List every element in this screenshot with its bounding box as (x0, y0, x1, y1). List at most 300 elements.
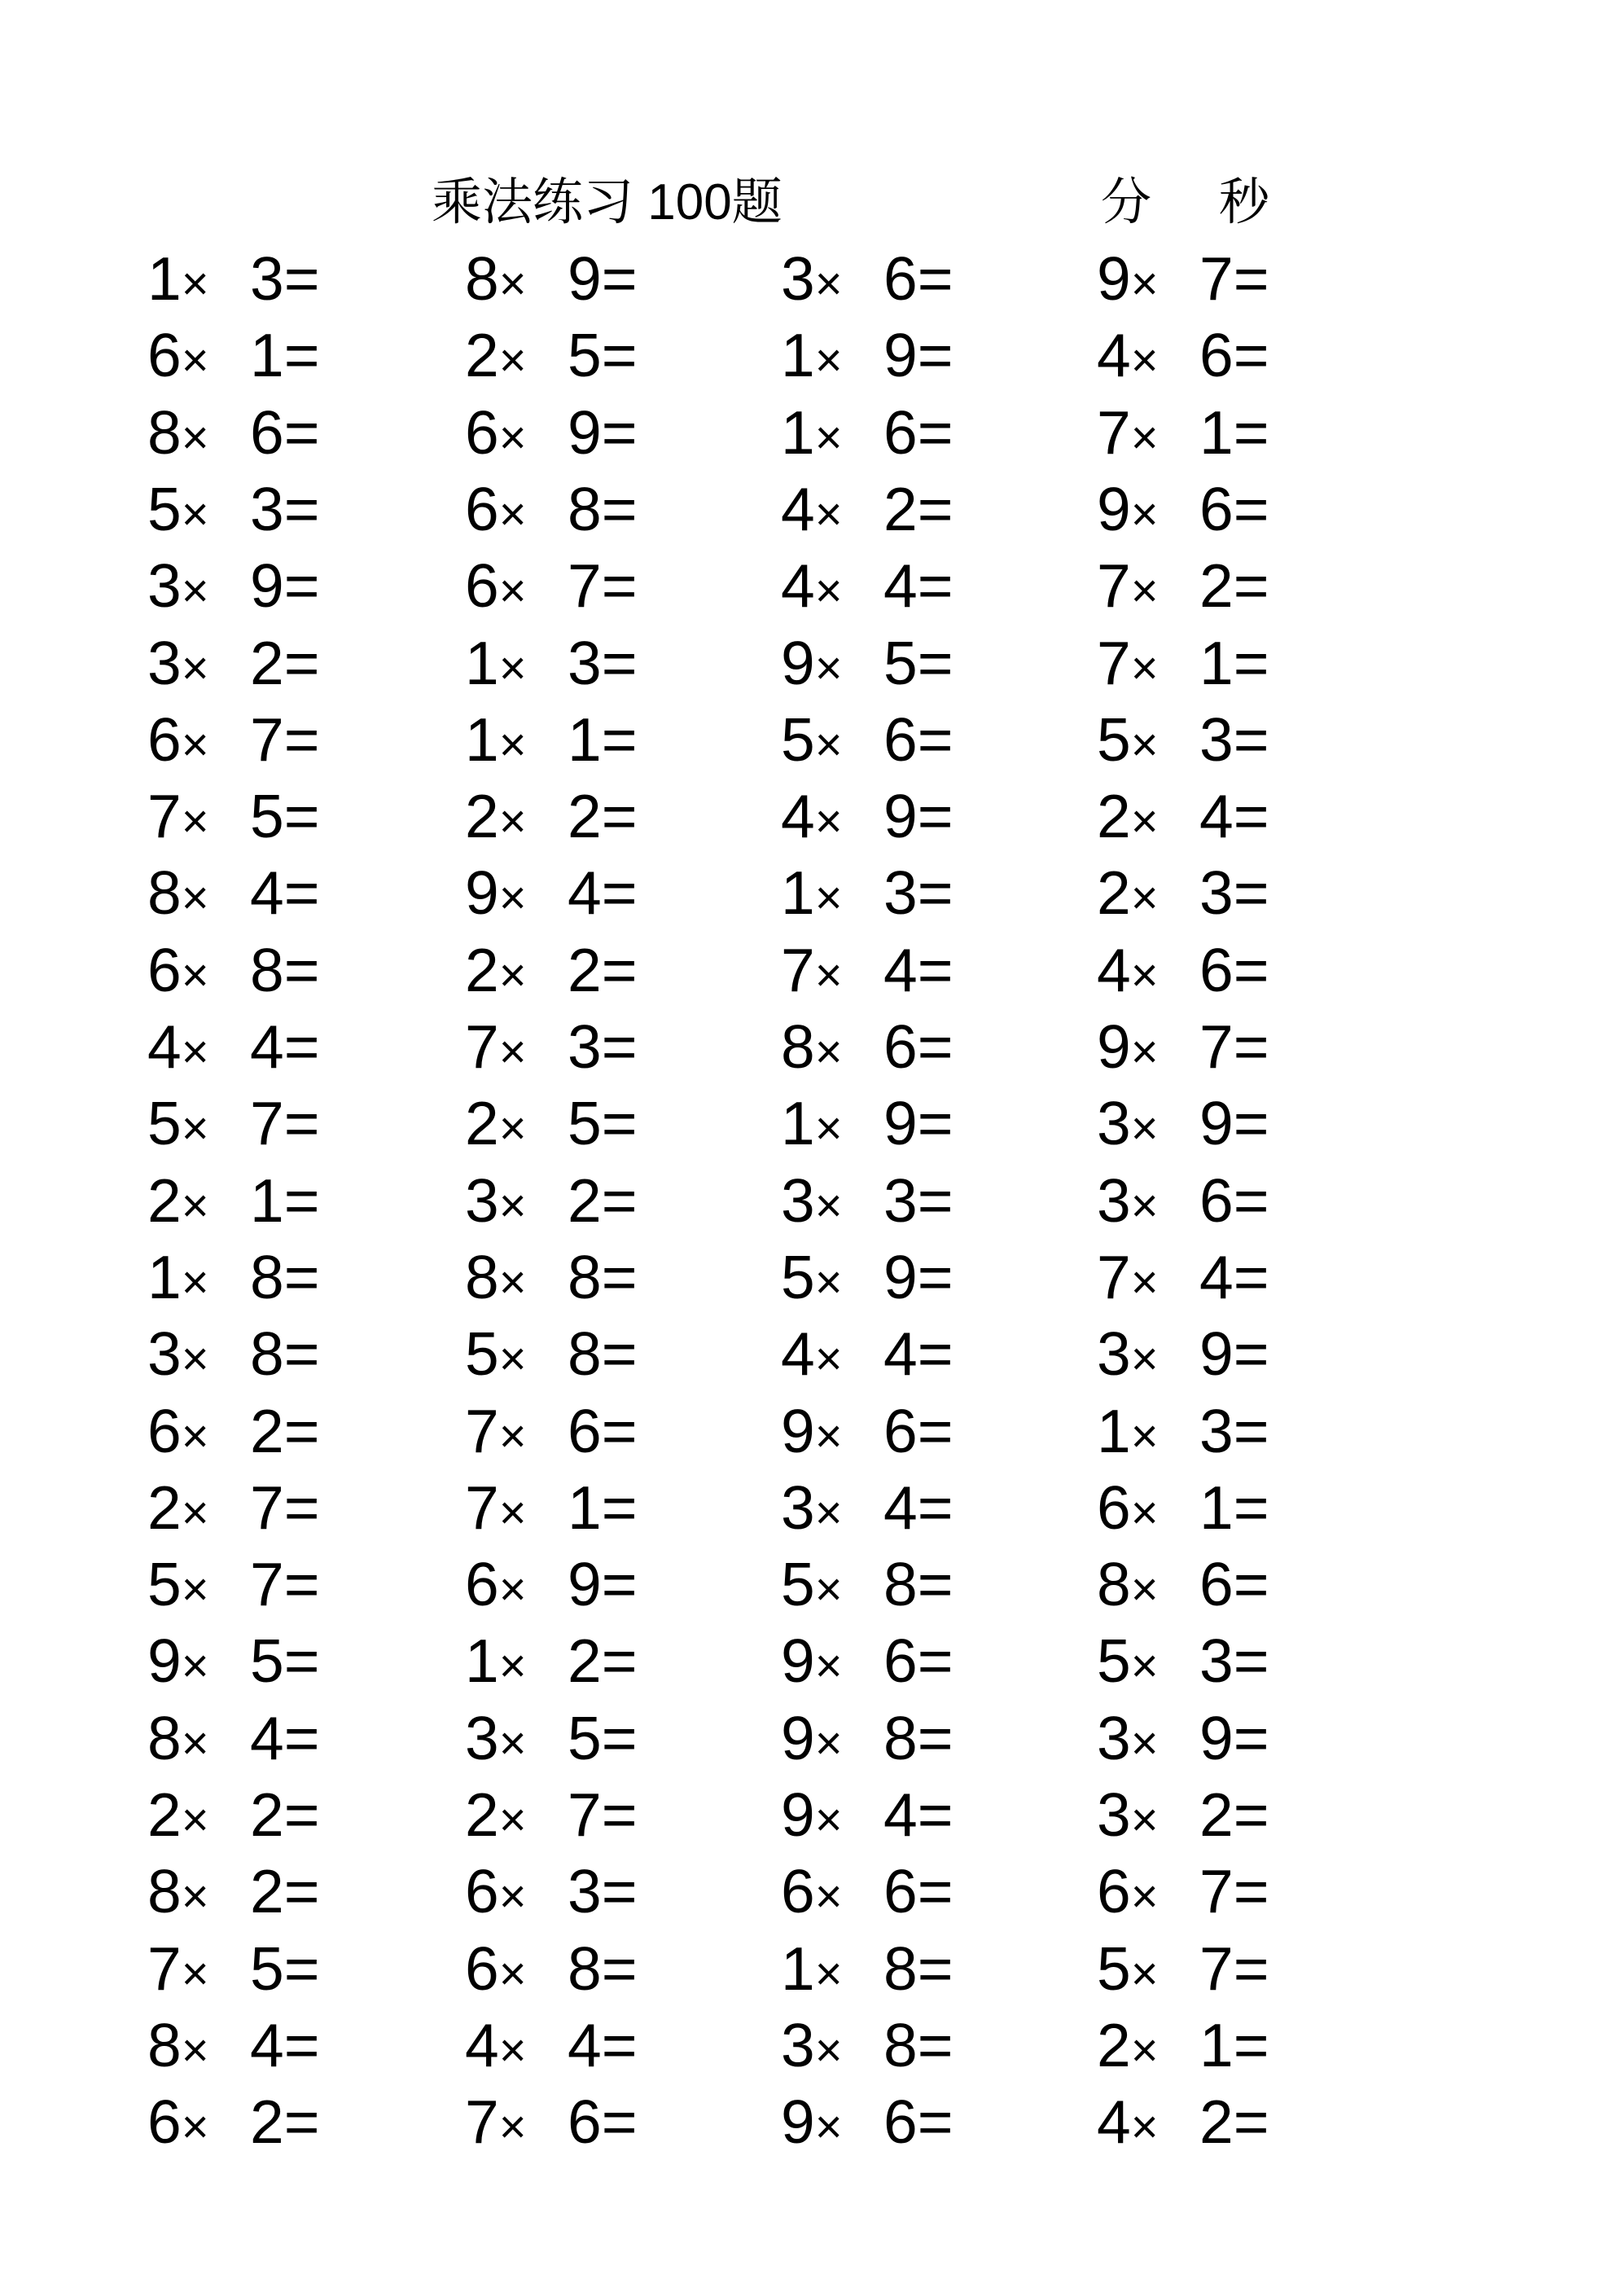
first-factor: 6 (147, 1396, 182, 1465)
times-sign: × (181, 641, 209, 695)
first-factor: 1 (465, 705, 499, 774)
first-factor: 7 (781, 935, 815, 1004)
multiplication-problem (781, 1319, 1050, 1389)
multiplication-problem (781, 628, 1050, 698)
second-factor-group (883, 935, 953, 1004)
first-factor: 3 (465, 1166, 499, 1235)
second-factor: 4 (250, 1703, 284, 1772)
multiplication-problem (1097, 628, 1366, 698)
first-factor: 2 (1097, 782, 1131, 851)
first-factor: 4 (1097, 2087, 1131, 2157)
second-factor-group (250, 1780, 320, 1849)
second-factor: 4 (568, 2010, 602, 2079)
equals-sign: = (601, 1550, 638, 1619)
second-factor-group (1199, 782, 1269, 851)
first-factor-group (465, 551, 527, 621)
second-factor-group (568, 1012, 638, 1081)
multiplication-problem (465, 782, 734, 851)
first-factor-group (781, 1089, 843, 1158)
first-factor: 1 (781, 397, 815, 467)
second-factor: 7 (250, 705, 284, 774)
second-factor-group (883, 1934, 953, 2003)
equals-sign: = (283, 1396, 320, 1465)
second-factor: 8 (568, 1934, 602, 2003)
first-factor: 5 (1097, 1934, 1131, 2003)
multiplication-problem (1097, 705, 1366, 775)
first-factor: 6 (465, 551, 499, 621)
second-factor-group (1199, 321, 1269, 390)
first-factor: 2 (147, 1473, 182, 1542)
times-sign: × (181, 2101, 209, 2154)
times-sign: × (181, 948, 209, 1002)
first-factor-group (465, 782, 527, 851)
second-factor-group (883, 1396, 953, 1465)
equals-sign: = (917, 2010, 953, 2079)
times-sign: × (1130, 871, 1159, 925)
second-factor-group (883, 1012, 953, 1081)
first-factor-group (781, 244, 843, 313)
second-factor-group (883, 2087, 953, 2157)
first-factor-group (465, 397, 527, 467)
multiplication-problem (465, 1857, 734, 1926)
equals-sign: = (601, 551, 638, 621)
second-factor-group (1199, 1166, 1269, 1235)
times-sign: × (1130, 718, 1159, 771)
second-factor: 9 (568, 244, 602, 313)
equals-sign: = (1233, 1012, 1269, 1081)
second-factor: 8 (568, 1319, 602, 1389)
multiplication-problem (465, 551, 734, 621)
first-factor-group (1097, 628, 1159, 697)
second-factor: 6 (1199, 1166, 1234, 1235)
equals-sign: = (601, 935, 638, 1004)
second-factor: 6 (568, 2087, 602, 2157)
first-factor-group (781, 474, 843, 543)
multiplication-problem (781, 1473, 1050, 1543)
second-factor-group (568, 1627, 638, 1696)
first-factor: 2 (465, 782, 499, 851)
multiplication-problem (465, 858, 734, 928)
times-sign: × (814, 1947, 843, 2000)
times-sign: × (814, 410, 843, 464)
times-sign: × (814, 1409, 843, 1463)
first-factor: 7 (465, 1396, 499, 1465)
second-factor: 7 (568, 551, 602, 621)
first-factor-group (147, 782, 209, 851)
second-factor: 2 (1199, 551, 1234, 621)
times-sign: × (498, 2101, 527, 2154)
second-factor: 9 (1199, 1089, 1234, 1158)
equals-sign: = (917, 705, 953, 774)
times-sign: × (1130, 1102, 1159, 1156)
first-factor-group (1097, 1089, 1159, 1158)
second-factor-group (883, 1473, 953, 1542)
second-factor: 6 (883, 1396, 918, 1465)
times-sign: × (181, 1716, 209, 1770)
second-factor: 7 (250, 1089, 284, 1158)
multiplication-problem (781, 1780, 1050, 1850)
multiplication-problem (147, 1934, 416, 2004)
second-factor-group (250, 2010, 320, 2079)
first-factor: 7 (465, 1012, 499, 1081)
second-factor-group (250, 1550, 320, 1619)
second-factor: 5 (883, 628, 918, 697)
first-factor-group (1097, 1396, 1159, 1465)
times-sign: × (498, 257, 527, 310)
second-factor: 2 (568, 935, 602, 1004)
multiplication-problem (465, 1242, 734, 1312)
second-factor: 4 (250, 2010, 284, 2079)
times-sign: × (181, 1332, 209, 1386)
first-factor-group (147, 1089, 209, 1158)
first-factor-group (1097, 1703, 1159, 1772)
second-factor: 4 (883, 935, 918, 1004)
equals-sign: = (917, 1857, 953, 1926)
first-factor: 5 (147, 474, 182, 543)
first-factor: 3 (465, 1703, 499, 1772)
equals-sign: = (601, 2087, 638, 2157)
second-factor-group (250, 858, 320, 928)
equals-sign: = (1233, 628, 1269, 697)
times-sign: × (181, 871, 209, 925)
multiplication-problem (781, 321, 1050, 390)
equals-sign: = (1233, 1396, 1269, 1465)
second-factor-group (883, 1857, 953, 1926)
first-factor: 5 (1097, 1627, 1131, 1696)
multiplication-problem (1097, 1166, 1366, 1236)
times-sign: × (814, 795, 843, 849)
first-factor: 3 (781, 1166, 815, 1235)
first-factor: 1 (781, 321, 815, 390)
worksheet-title: 乘法练习 100题 (432, 174, 783, 230)
second-factor: 2 (568, 1627, 602, 1696)
second-factor-group (883, 2010, 953, 2079)
equals-sign: = (601, 1627, 638, 1696)
multiplication-problem (465, 1550, 734, 1619)
multiplication-problem (1097, 321, 1366, 390)
times-sign: × (814, 1486, 843, 1539)
second-factor: 2 (250, 628, 284, 697)
multiplication-problem (781, 935, 1050, 1005)
second-factor-group (250, 397, 320, 467)
multiplication-problem (147, 2087, 416, 2157)
second-factor-group (250, 935, 320, 1004)
equals-sign: = (1233, 782, 1269, 851)
second-factor: 6 (883, 2087, 918, 2157)
first-factor-group (147, 1857, 209, 1926)
first-factor: 2 (147, 1166, 182, 1235)
second-factor-group (883, 628, 953, 697)
first-factor: 9 (465, 858, 499, 928)
first-factor: 5 (147, 1089, 182, 1158)
first-factor: 3 (781, 2010, 815, 2079)
first-factor-group (465, 628, 527, 697)
times-sign: × (1130, 1332, 1159, 1386)
second-factor-group (250, 705, 320, 774)
second-factor-group (883, 474, 953, 543)
second-factor-group (568, 1780, 638, 1849)
equals-sign: = (601, 244, 638, 313)
multiplication-problem (1097, 1857, 1366, 1926)
multiplication-problem (465, 1089, 734, 1158)
second-factor: 3 (568, 628, 602, 697)
multiplication-problem (465, 397, 734, 468)
equals-sign: = (917, 858, 953, 928)
times-sign: × (498, 1409, 527, 1463)
first-factor: 2 (465, 1780, 499, 1849)
equals-sign: = (917, 244, 953, 313)
equals-sign: = (917, 2087, 953, 2157)
times-sign: × (1130, 1255, 1159, 1309)
multiplication-problem (465, 1934, 734, 2004)
second-factor-group (883, 397, 953, 467)
equals-sign: = (1233, 397, 1269, 467)
times-sign: × (181, 1793, 209, 1846)
multiplication-problem (1097, 782, 1366, 851)
equals-sign: = (917, 474, 953, 543)
first-factor: 6 (1097, 1857, 1131, 1926)
first-factor: 9 (1097, 474, 1131, 543)
equals-sign: = (1233, 244, 1269, 313)
equals-sign: = (283, 474, 320, 543)
second-factor: 5 (250, 1934, 284, 2003)
times-sign: × (498, 871, 527, 925)
times-sign: × (1130, 1947, 1159, 2000)
equals-sign: = (601, 1166, 638, 1235)
second-factor: 1 (1199, 2010, 1234, 2079)
second-factor-group (883, 1627, 953, 1696)
equals-sign: = (283, 1703, 320, 1772)
equals-sign: = (283, 1857, 320, 1926)
second-factor-group (250, 1934, 320, 2003)
multiplication-problem (1097, 1934, 1366, 2004)
equals-sign: = (601, 321, 638, 390)
times-sign: × (814, 1563, 843, 1617)
seconds-label: 秒 (1219, 174, 1270, 230)
first-factor: 2 (1097, 858, 1131, 928)
second-factor: 7 (1199, 1857, 1234, 1926)
equals-sign: = (917, 1012, 953, 1081)
multiplication-problem (1097, 935, 1366, 1005)
first-factor: 5 (147, 1550, 182, 1619)
times-sign: × (181, 1255, 209, 1309)
first-factor: 7 (1097, 628, 1131, 697)
multiplication-problem (781, 1242, 1050, 1312)
first-factor: 2 (147, 1780, 182, 1849)
first-factor-group (781, 321, 843, 390)
first-factor: 6 (147, 321, 182, 390)
second-factor: 6 (883, 1627, 918, 1696)
first-factor: 3 (781, 1473, 815, 1542)
multiplication-problem (781, 1396, 1050, 1466)
second-factor-group (568, 551, 638, 621)
second-factor-group (568, 1089, 638, 1158)
equals-sign: = (1233, 1242, 1269, 1311)
times-sign: × (1130, 1179, 1159, 1232)
second-factor-group (883, 1550, 953, 1619)
second-factor: 1 (568, 705, 602, 774)
first-factor-group (465, 1166, 527, 1235)
first-factor: 7 (465, 2087, 499, 2157)
first-factor: 6 (147, 935, 182, 1004)
times-sign: × (498, 1332, 527, 1386)
multiplication-problem (781, 2010, 1050, 2080)
times-sign: × (814, 1332, 843, 1386)
first-factor: 2 (465, 935, 499, 1004)
second-factor-group (1199, 1550, 1269, 1619)
second-factor-group (1199, 1473, 1269, 1542)
times-sign: × (498, 487, 527, 541)
first-factor: 7 (1097, 551, 1131, 621)
times-sign: × (814, 948, 843, 1002)
times-sign: × (498, 1486, 527, 1539)
second-factor-group (1199, 244, 1269, 313)
times-sign: × (498, 1640, 527, 1693)
first-factor-group (147, 1242, 209, 1311)
multiplication-problem (147, 1242, 416, 1312)
second-factor: 2 (250, 1780, 284, 1849)
multiplication-problem (147, 1780, 416, 1850)
times-sign: × (814, 1102, 843, 1156)
first-factor: 8 (147, 1857, 182, 1926)
first-factor: 8 (465, 1242, 499, 1311)
second-factor: 3 (883, 858, 918, 928)
times-sign: × (181, 1025, 209, 1078)
equals-sign: = (283, 244, 320, 313)
first-factor-group (147, 397, 209, 467)
first-factor-group (147, 935, 209, 1004)
equals-sign: = (917, 628, 953, 697)
second-factor: 9 (1199, 1703, 1234, 1772)
times-sign: × (498, 1025, 527, 1078)
equals-sign: = (601, 1089, 638, 1158)
first-factor-group (147, 321, 209, 390)
first-factor-group (465, 1319, 527, 1389)
second-factor-group (883, 782, 953, 851)
second-factor: 2 (250, 1396, 284, 1465)
times-sign: × (498, 641, 527, 695)
multiplication-problem (1097, 1627, 1366, 1696)
second-factor: 8 (883, 1703, 918, 1772)
times-sign: × (181, 1486, 209, 1539)
multiplication-problem (147, 1627, 416, 1696)
second-factor-group (250, 1166, 320, 1235)
first-factor-group (465, 1396, 527, 1465)
second-factor-group (568, 1319, 638, 1389)
first-factor: 3 (1097, 1319, 1131, 1389)
multiplication-problem (465, 1703, 734, 1773)
equals-sign: = (917, 551, 953, 621)
first-factor: 6 (781, 1857, 815, 1926)
first-factor-group (465, 1703, 527, 1772)
second-factor: 4 (1199, 782, 1234, 851)
second-factor: 8 (250, 1242, 284, 1311)
second-factor: 6 (1199, 321, 1234, 390)
first-factor: 6 (465, 1857, 499, 1926)
first-factor: 7 (1097, 397, 1131, 467)
first-factor-group (147, 1780, 209, 1849)
second-factor-group (568, 321, 638, 390)
equals-sign: = (283, 1780, 320, 1849)
second-factor: 2 (883, 474, 918, 543)
first-factor-group (781, 1242, 843, 1311)
second-factor-group (250, 1627, 320, 1696)
times-sign: × (1130, 1640, 1159, 1693)
first-factor-group (781, 1934, 843, 2003)
first-factor-group (1097, 1242, 1159, 1311)
first-factor-group (781, 1780, 843, 1849)
times-sign: × (1130, 2101, 1159, 2154)
first-factor: 7 (1097, 1242, 1131, 1311)
times-sign: × (814, 1179, 843, 1232)
times-sign: × (1130, 795, 1159, 849)
times-sign: × (181, 718, 209, 771)
first-factor-group (147, 858, 209, 928)
equals-sign: = (1233, 2010, 1269, 2079)
equals-sign: = (601, 782, 638, 851)
second-factor-group (1199, 1857, 1269, 1926)
equals-sign: = (917, 1089, 953, 1158)
second-factor: 7 (1199, 1934, 1234, 2003)
multiplication-problem (781, 858, 1050, 928)
first-factor-group (147, 1934, 209, 2003)
second-factor-group (1199, 2010, 1269, 2079)
equals-sign: = (1233, 1319, 1269, 1389)
first-factor: 5 (781, 1242, 815, 1311)
times-sign: × (814, 334, 843, 388)
second-factor: 2 (1199, 1780, 1234, 1849)
first-factor-group (465, 1473, 527, 1542)
equals-sign: = (601, 474, 638, 543)
multiplication-problem (465, 2010, 734, 2080)
second-factor: 2 (568, 1166, 602, 1235)
second-factor-group (250, 244, 320, 313)
multiplication-problem (1097, 551, 1366, 621)
second-factor-group (568, 1703, 638, 1772)
second-factor-group (1199, 397, 1269, 467)
multiplication-problem (781, 1857, 1050, 1926)
first-factor: 4 (781, 782, 815, 851)
second-factor-group (1199, 1780, 1269, 1849)
first-factor-group (147, 1319, 209, 1389)
first-factor: 7 (147, 1934, 182, 2003)
equals-sign: = (917, 1242, 953, 1311)
second-factor: 9 (568, 1550, 602, 1619)
times-sign: × (1130, 1563, 1159, 1617)
second-factor: 9 (883, 1089, 918, 1158)
times-sign: × (1130, 1409, 1159, 1463)
first-factor-group (147, 2010, 209, 2079)
second-factor-group (1199, 1319, 1269, 1389)
equals-sign: = (601, 1473, 638, 1542)
equals-sign: = (283, 397, 320, 467)
second-factor-group (250, 2087, 320, 2157)
first-factor: 1 (781, 1089, 815, 1158)
equals-sign: = (917, 1703, 953, 1772)
first-factor-group (781, 1857, 843, 1926)
first-factor: 4 (781, 474, 815, 543)
equals-sign: = (601, 858, 638, 928)
times-sign: × (181, 2023, 209, 2077)
multiplication-problem (1097, 858, 1366, 928)
first-factor-group (1097, 1857, 1159, 1926)
multiplication-problem (1097, 1703, 1366, 1773)
second-factor: 6 (250, 397, 284, 467)
first-factor-group (781, 551, 843, 621)
equals-sign: = (283, 1627, 320, 1696)
second-factor: 6 (1199, 1550, 1234, 1619)
times-sign: × (1130, 257, 1159, 310)
